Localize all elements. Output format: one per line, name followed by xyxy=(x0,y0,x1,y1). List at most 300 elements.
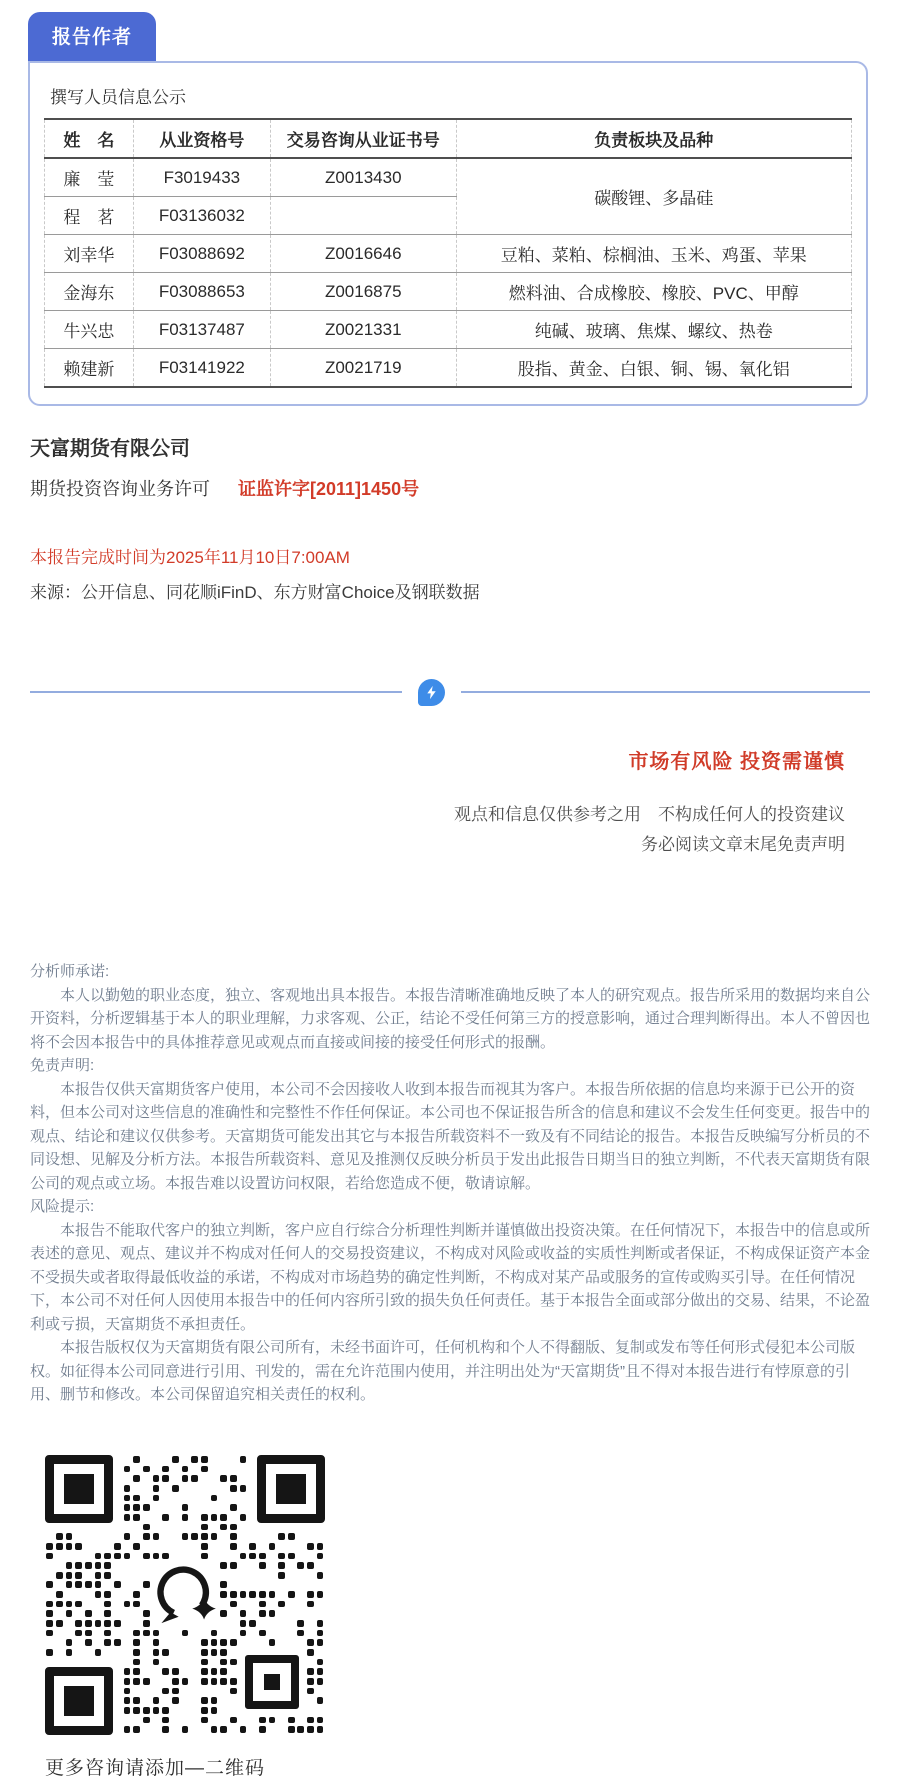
qr-dot xyxy=(75,1543,82,1550)
qr-dot xyxy=(133,1495,140,1502)
qr-dot xyxy=(153,1707,160,1714)
qr-dot xyxy=(259,1591,266,1598)
qr-dot xyxy=(201,1697,208,1704)
qr-dot xyxy=(249,1543,256,1550)
qr-dot xyxy=(278,1553,285,1560)
qr-dot xyxy=(278,1562,285,1569)
qr-dot xyxy=(172,1697,179,1704)
qr-dot xyxy=(133,1639,140,1646)
qr-dot xyxy=(182,1678,189,1685)
table-row xyxy=(45,349,852,388)
qr-dot xyxy=(240,1620,247,1627)
qr-dot xyxy=(211,1697,218,1704)
qr-dot xyxy=(153,1533,160,1540)
qr-dot xyxy=(230,1659,237,1666)
qr-dot xyxy=(143,1524,150,1531)
qr-dot xyxy=(191,1475,198,1482)
section-divider xyxy=(30,677,870,707)
qr-dot xyxy=(230,1601,237,1608)
qr-dot xyxy=(85,1630,92,1637)
cell-qualification: F3019433 xyxy=(133,158,270,197)
qr-dot xyxy=(46,1620,53,1627)
qr-dot xyxy=(162,1726,169,1733)
qr-dot xyxy=(153,1553,160,1560)
qr-dot xyxy=(66,1610,73,1617)
qr-dot xyxy=(269,1639,276,1646)
qr-dot xyxy=(211,1668,218,1675)
disclaimer-block xyxy=(30,960,870,1407)
qr-dot xyxy=(249,1620,256,1627)
qr-alignment-pattern xyxy=(245,1655,299,1709)
qr-dot xyxy=(95,1562,102,1569)
qr-dot xyxy=(230,1562,237,1569)
table-row xyxy=(45,235,852,273)
qr-dot xyxy=(240,1553,247,1560)
qr-dot xyxy=(307,1668,314,1675)
qr-dot xyxy=(153,1630,160,1637)
qr-dot xyxy=(220,1610,227,1617)
qr-dot xyxy=(95,1553,102,1560)
qr-dot xyxy=(278,1572,285,1579)
qr-dot xyxy=(220,1726,227,1733)
col-header-certificate: 交易咨询从业证书号 xyxy=(270,119,456,158)
qr-dot xyxy=(66,1572,73,1579)
wechat-logo-glyph xyxy=(146,1556,224,1634)
qr-dot xyxy=(153,1475,160,1482)
risk-note-line: 务必阅读文章末尾免责声明 xyxy=(641,835,845,854)
qr-dot xyxy=(143,1620,150,1627)
license-label: 期货投资咨询业务许可 xyxy=(30,479,210,499)
qr-dot xyxy=(297,1620,304,1627)
qr-dot xyxy=(153,1639,160,1646)
qr-dot xyxy=(56,1533,63,1540)
qr-dot xyxy=(143,1678,150,1685)
qr-dot xyxy=(182,1466,189,1473)
qr-dot xyxy=(259,1610,266,1617)
company-info xyxy=(30,432,870,501)
qr-dot xyxy=(317,1659,324,1666)
table-row xyxy=(45,311,852,349)
qr-dot xyxy=(75,1601,82,1608)
qr-dot xyxy=(162,1553,169,1560)
qr-dot xyxy=(259,1553,266,1560)
qr-dot xyxy=(220,1678,227,1685)
qr-dot xyxy=(211,1630,218,1637)
qr-dot xyxy=(201,1659,208,1666)
cell-products: 纯碱、玻璃、焦煤、螺纹、热卷 xyxy=(456,311,851,349)
qr-dot xyxy=(75,1562,82,1569)
qr-dot xyxy=(133,1514,140,1521)
qr-dot xyxy=(317,1630,324,1637)
qr-dot xyxy=(114,1553,121,1560)
qr-dot xyxy=(75,1581,82,1588)
qr-dot xyxy=(66,1639,73,1646)
qr-dot xyxy=(230,1533,237,1540)
qr-dot xyxy=(66,1581,73,1588)
qr-dot xyxy=(182,1726,189,1733)
qr-dot xyxy=(143,1553,150,1560)
qr-dot xyxy=(307,1678,314,1685)
license-number: 证监许字[2011]1450号 xyxy=(238,479,420,499)
qr-dot xyxy=(240,1726,247,1733)
qr-dot xyxy=(259,1630,266,1637)
qr-dot xyxy=(211,1495,218,1502)
report-author-badge: 报告作者 xyxy=(28,12,156,61)
qr-dot xyxy=(104,1610,111,1617)
qr-dot xyxy=(104,1553,111,1560)
wechat-logo-icon xyxy=(142,1552,228,1638)
qr-dot xyxy=(201,1668,208,1675)
qr-dot xyxy=(288,1591,295,1598)
qr-dot xyxy=(201,1707,208,1714)
qr-dot xyxy=(182,1504,189,1511)
qr-dot xyxy=(317,1591,324,1598)
qr-dot xyxy=(269,1591,276,1598)
cell-certificate: Z0016646 xyxy=(270,235,456,273)
qr-dot xyxy=(143,1581,150,1588)
qr-dot xyxy=(317,1668,324,1675)
cell-name: 牛兴忠 xyxy=(45,311,134,349)
cell-products: 股指、黄金、白银、铜、锡、氧化铝 xyxy=(456,349,851,388)
table-header-row xyxy=(45,119,852,158)
qr-dot xyxy=(307,1639,314,1646)
disclaimer-heading: 免责声明: xyxy=(30,1057,95,1074)
qr-dot xyxy=(56,1591,63,1598)
qr-dot xyxy=(211,1639,218,1646)
qr-dot xyxy=(201,1639,208,1646)
qr-dot xyxy=(288,1726,295,1733)
disclaimer-text: 本报告仅供天富期货客户使用，本公司不会因接收人收到本报告而视其为客户。本报告所依据的信息均来源于已公开的资料，但本公司对这些信息的准确性和完整性不作任何保证。本公司也不保证报告所含的信息和建议不会发生任何变更。报告中的观点、结论和建议仅供参考。天富期货可能发出其它与本报告所载资料不一致及有不同结论的报告。本报告反映编写分析员的不同设想、见解及分析方法。本报告所载资料、意见及推测仅反映分析员于发出此报告日期当日的独立判断，不代表天富期货有限公司的观点或立场。本报告难以设置访问权限，若给您造成不便，敬请谅解。 xyxy=(30,1080,871,1192)
col-header-name: 姓 名 xyxy=(45,119,134,158)
qr-dot xyxy=(317,1572,324,1579)
qr-dot xyxy=(104,1630,111,1637)
qr-dot xyxy=(56,1601,63,1608)
qr-dot xyxy=(66,1562,73,1569)
qr-dot xyxy=(85,1620,92,1627)
qr-dot xyxy=(133,1697,140,1704)
qr-finder-bottom-left xyxy=(45,1667,113,1735)
qr-dot xyxy=(297,1630,304,1637)
qr-dot xyxy=(172,1668,179,1675)
data-source-line: 来源：公开信息、同花顺iFinD、东方财富Choice及钢联数据 xyxy=(30,583,480,602)
cell-qualification: F03088653 xyxy=(133,273,270,311)
qr-dot xyxy=(143,1717,150,1724)
qr-dot xyxy=(56,1543,63,1550)
qr-dot xyxy=(124,1678,131,1685)
qr-dot xyxy=(201,1456,208,1463)
cell-qualification: F03088692 xyxy=(133,235,270,273)
qr-dot xyxy=(191,1533,198,1540)
qr-dot xyxy=(162,1668,169,1675)
cell-certificate: Z0013430 xyxy=(270,158,456,197)
qr-dot xyxy=(124,1707,131,1714)
panel-title: 撰写人员信息公示 xyxy=(50,88,186,107)
qr-dot xyxy=(143,1630,150,1637)
cell-products: 燃料油、合成橡胶、橡胶、PVC、甲醇 xyxy=(456,273,851,311)
qr-dot xyxy=(75,1572,82,1579)
qr-dot xyxy=(317,1726,324,1733)
qr-dot xyxy=(104,1639,111,1646)
cell-certificate: Z0021331 xyxy=(270,311,456,349)
qr-dot xyxy=(201,1649,208,1656)
qr-dot xyxy=(172,1688,179,1695)
qr-dot xyxy=(104,1601,111,1608)
qr-dot xyxy=(133,1475,140,1482)
qr-dot xyxy=(46,1610,53,1617)
qr-dot xyxy=(46,1630,53,1637)
divider-line xyxy=(30,691,402,693)
risk-warning: 市场有风险 投资需谨慎 xyxy=(628,751,845,773)
qr-dot xyxy=(201,1533,208,1540)
qr-dot xyxy=(85,1581,92,1588)
qr-dot xyxy=(240,1514,247,1521)
qr-dot xyxy=(104,1572,111,1579)
risk-notice-heading: 风险提示: xyxy=(30,1198,95,1215)
qr-dot xyxy=(240,1610,247,1617)
qr-dot xyxy=(95,1572,102,1579)
qr-dot xyxy=(297,1562,304,1569)
qr-dot xyxy=(75,1620,82,1627)
qr-dot xyxy=(56,1620,63,1627)
cell-name: 刘幸华 xyxy=(45,235,134,273)
cell-name: 赖建新 xyxy=(45,349,134,388)
qr-finder-top-left xyxy=(45,1455,113,1523)
qr-dot xyxy=(317,1697,324,1704)
qr-dot xyxy=(124,1533,131,1540)
qr-dot xyxy=(153,1495,160,1502)
qr-dot xyxy=(46,1543,53,1550)
qr-dot xyxy=(220,1581,227,1588)
qr-dot xyxy=(162,1514,169,1521)
qr-dot xyxy=(143,1466,150,1473)
qr-dot xyxy=(95,1581,102,1588)
qr-dot xyxy=(143,1707,150,1714)
qr-dot xyxy=(269,1610,276,1617)
qr-dot xyxy=(133,1601,140,1608)
qr-dot xyxy=(307,1562,314,1569)
qr-dot xyxy=(46,1601,53,1608)
qr-dot xyxy=(133,1591,140,1598)
qr-dot xyxy=(66,1649,73,1656)
qr-dot xyxy=(201,1514,208,1521)
qr-dot xyxy=(230,1475,237,1482)
qr-dot xyxy=(317,1717,324,1724)
qr-dot xyxy=(220,1668,227,1675)
qr-dot xyxy=(220,1591,227,1598)
table-row xyxy=(45,158,852,197)
qr-dot xyxy=(259,1717,266,1724)
cell-name: 廉 莹 xyxy=(45,158,134,197)
qr-dot xyxy=(133,1543,140,1550)
qr-dot xyxy=(211,1726,218,1733)
qr-dot xyxy=(124,1466,131,1473)
qr-dot xyxy=(230,1591,237,1598)
qr-dot xyxy=(288,1533,295,1540)
company-name: 天富期货有限公司 xyxy=(30,438,190,460)
qr-dot xyxy=(124,1504,131,1511)
qr-dot xyxy=(211,1649,218,1656)
qr-dot xyxy=(191,1456,198,1463)
qr-dot xyxy=(133,1649,140,1656)
table-row xyxy=(45,273,852,311)
qr-dot xyxy=(201,1553,208,1560)
qr-dot xyxy=(278,1601,285,1608)
qr-dot xyxy=(307,1688,314,1695)
cell-certificate: Z0016875 xyxy=(270,273,456,311)
staff-info-panel xyxy=(28,61,868,406)
qr-dot xyxy=(269,1543,276,1550)
qr-dot xyxy=(114,1543,121,1550)
qr-dot xyxy=(307,1601,314,1608)
qr-dot xyxy=(133,1630,140,1637)
qr-dot xyxy=(114,1639,121,1646)
qr-dot xyxy=(124,1553,131,1560)
qr-dot xyxy=(201,1543,208,1550)
qr-caption: 更多咨询请添加—二维码 xyxy=(45,1757,266,1779)
cell-certificate: Z0021719 xyxy=(270,349,456,388)
lightning-icon xyxy=(418,679,445,706)
qr-dot xyxy=(133,1707,140,1714)
qr-dot xyxy=(240,1456,247,1463)
qr-dot xyxy=(104,1562,111,1569)
qr-dot xyxy=(230,1688,237,1695)
qr-dot xyxy=(288,1717,295,1724)
qr-dot xyxy=(269,1717,276,1724)
qr-dot xyxy=(220,1639,227,1646)
qr-dot xyxy=(220,1475,227,1482)
qr-dot xyxy=(230,1524,237,1531)
qr-dot xyxy=(172,1456,179,1463)
license-line xyxy=(30,475,870,501)
qr-dot xyxy=(249,1553,256,1560)
qr-finder-top-right xyxy=(257,1455,325,1523)
qr-dot xyxy=(211,1533,218,1540)
qr-dot xyxy=(307,1543,314,1550)
qr-dot xyxy=(172,1678,179,1685)
qr-dot xyxy=(220,1562,227,1569)
qr-dot xyxy=(307,1726,314,1733)
analyst-pledge-text: 本人以勤勉的职业态度，独立、客观地出具本报告。本报告清晰准确地反映了本人的研究观点。报告所采用的数据均来自公开资料，分析逻辑基于本人的职业理解，力求客观、公正，结论不受任何第三方的授意影响，通过合理判断得出。本人不曾因也将不会因本报告中的具体推荐意见或观点而直接或间接的接受任何形式的报酬。 xyxy=(30,986,871,1051)
qr-dot xyxy=(288,1553,295,1560)
qr-dot xyxy=(317,1620,324,1627)
qr-dot xyxy=(220,1524,227,1531)
qr-dot xyxy=(172,1485,179,1492)
qr-dot xyxy=(220,1514,227,1521)
risk-notes xyxy=(0,800,845,860)
qr-dot xyxy=(162,1466,169,1473)
qr-dot xyxy=(162,1649,169,1656)
cell-qualification: F03136032 xyxy=(133,197,270,235)
qr-dot xyxy=(162,1707,169,1714)
risk-notice-text: 本报告不能取代客户的独立判断，客户应自行综合分析理性判断并谨慎做出投资决策。在任何情况下，本报告中的信息或所表述的意见、观点、建议并不构成对任何人的交易投资建议，不构成对风险或收益的实质性判断或者保证，不构成保证资产本金不受损失或者取得最低收益的承诺，不构成对市场趋势的确定性判断，不构成对某产品或服务的宣传或购买引导。在任何情况下，本公司不对任何人因使用本报告中的任何内容所引致的损失负任何责任。基于本报告全面或部分做出的交易、结果，不论盈利或亏损，天富期货不承担责任。 xyxy=(30,1221,871,1333)
qr-dot xyxy=(95,1620,102,1627)
qr-dot xyxy=(307,1649,314,1656)
qr-dot xyxy=(114,1581,121,1588)
qr-dot xyxy=(162,1717,169,1724)
qr-dot xyxy=(307,1591,314,1598)
qr-dot xyxy=(201,1466,208,1473)
qr-dot xyxy=(85,1639,92,1646)
qr-dot xyxy=(124,1697,131,1704)
qr-dot xyxy=(230,1504,237,1511)
qr-dot xyxy=(124,1601,131,1608)
qr-dot xyxy=(133,1504,140,1511)
qr-dot xyxy=(182,1514,189,1521)
qr-dot xyxy=(220,1649,227,1656)
qr-dot xyxy=(133,1678,140,1685)
cell-name: 程 茗 xyxy=(45,197,134,235)
cell-products-merged: 碳酸锂、多晶硅 xyxy=(456,158,851,235)
qr-dot xyxy=(153,1697,160,1704)
qr-dot xyxy=(240,1591,247,1598)
cell-qualification: F03141922 xyxy=(133,349,270,388)
qr-dot xyxy=(153,1485,160,1492)
qr-dot xyxy=(230,1543,237,1550)
qr-dot xyxy=(162,1475,169,1482)
qr-dot xyxy=(104,1591,111,1598)
qr-dot xyxy=(66,1533,73,1540)
qr-dot xyxy=(66,1601,73,1608)
qr-dot xyxy=(46,1553,53,1560)
qr-dot xyxy=(278,1533,285,1540)
qr-dot xyxy=(75,1630,82,1637)
staff-table xyxy=(44,118,852,388)
analyst-pledge-heading: 分析师承诺: xyxy=(30,963,110,980)
qr-dot xyxy=(230,1717,237,1724)
qr-dot xyxy=(143,1533,150,1540)
qr-dot xyxy=(85,1610,92,1617)
qr-dot xyxy=(307,1717,314,1724)
qr-dot xyxy=(46,1581,53,1588)
cell-qualification: F03137487 xyxy=(133,311,270,349)
qr-dot xyxy=(182,1533,189,1540)
qr-dot xyxy=(133,1456,140,1463)
report-completion-time: 本报告完成时间为2025年11月10日7:00AM xyxy=(30,548,350,567)
col-header-qualification: 从业资格号 xyxy=(133,119,270,158)
qr-dot xyxy=(317,1553,324,1560)
qr-dot xyxy=(114,1620,121,1627)
qr-dot xyxy=(201,1678,208,1685)
qr-dot xyxy=(249,1591,256,1598)
lightning-glyph xyxy=(424,685,439,700)
qr-dot xyxy=(124,1726,131,1733)
qr-dot xyxy=(133,1659,140,1666)
qr-dot xyxy=(124,1495,131,1502)
qr-dot xyxy=(95,1591,102,1598)
qr-dot xyxy=(153,1649,160,1656)
qr-dot xyxy=(297,1726,304,1733)
qr-dot xyxy=(143,1610,150,1617)
divider-line xyxy=(461,691,870,693)
qr-dot xyxy=(46,1649,53,1656)
qr-dot xyxy=(153,1659,160,1666)
qr-dot xyxy=(230,1639,237,1646)
cell-name: 金海东 xyxy=(45,273,134,311)
qr-dot xyxy=(240,1485,247,1492)
qr-dot xyxy=(259,1726,266,1733)
qr-dot xyxy=(259,1562,266,1569)
qr-code xyxy=(45,1455,325,1735)
qr-dot xyxy=(211,1678,218,1685)
qr-dot xyxy=(230,1485,237,1492)
qr-dot xyxy=(201,1717,208,1724)
qr-dot xyxy=(95,1649,102,1656)
copyright-text: 本报告版权仅为天富期货有限公司所有，未经书面许可，任何机构和个人不得翻版、复制或发布等任何形式侵犯本公司版权。如征得本公司同意进行引用、刊发的，需在允许范围内使用，并注明出处为“天富期货”且不得对本报告进行有悖原意的引用、删节和修改。本公司保留追究相关责任的权利。 xyxy=(30,1339,856,1403)
qr-dot xyxy=(182,1630,189,1637)
qr-dot xyxy=(143,1504,150,1511)
risk-note-line: 观点和信息仅供参考之用 不构成任何人的投资建议 xyxy=(454,805,845,824)
qr-dot xyxy=(66,1543,73,1550)
